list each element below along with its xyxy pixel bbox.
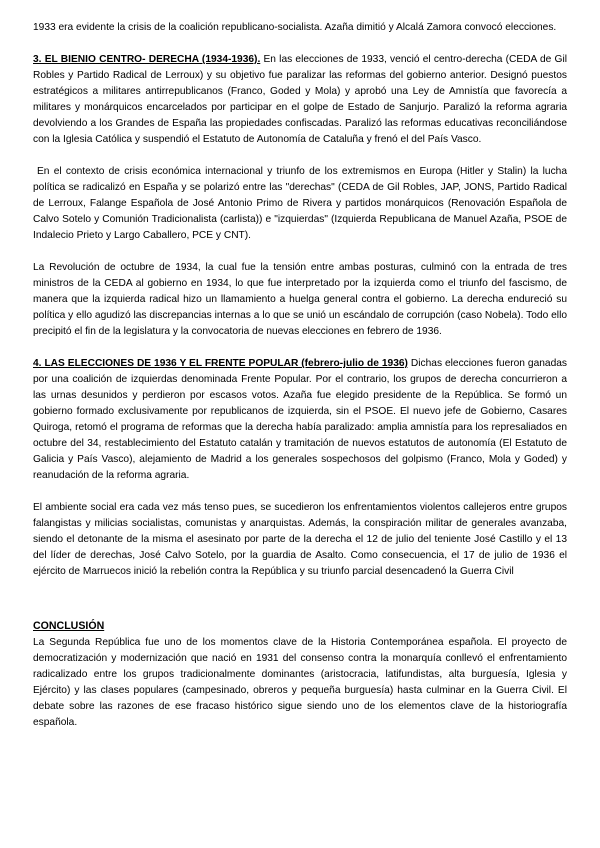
section3-paragraph-3: La Revolución de octubre de 1934, la cual fue la tensión entre ambas posturas, culminó con la entrada de tres ministros de la CEDA al gobierno en 1934, lo que fue interpretado por la izquierda como el triunfo del fascismo, de manera que la izquierda radical hizo un llamamiento a huelga general contra el gobierno. La derecha endureció su política y ello agudizó las discrepancias internas a lo que se unió un escándalo de corrupción (caso Nobela). Todo ello precipitó el fin de la legislatura y la convocatoria de nuevas elecciones en febrero de 1936.	[33, 262, 567, 337]
intro-paragraph	[33, 20, 567, 36]
section4-paragraph-2: El ambiente social era cada vez más tenso pues, se sucedieron los enfrentamientos violentos callejeros entre grupos falangistas y milicias socialistas, comunistas y anarquistas. Además, la conspiración militar de generales avanzaba, siendo el detonante de la misma el asesinato por parte de la derecha el 12 de julio del teniente José Castillo y el 13 del líder de derechas, José Calvo Sotelo, por la guardia de Asalto. Como consecuencia, el 17 de julio de 1936 el ejército de Marruecos inició la rebelión contra la República y su triunfo parcial desencadenó la Guerra Civil	[33, 502, 567, 577]
section4-paragraph-1	[33, 356, 567, 484]
spacer	[33, 580, 567, 618]
section3-paragraph-2: En el contexto de crisis económica internacional y triunfo de los extremismos en Europa (Hitler y Stalin) la lucha política se radicalizó en España y se polarizó entre las "derechas" (CEDA de Gil Robles, JAP, JONS, Partido Radical de Lerroux, Falange Española de José Antonio Primo de Rivera y partidos monárquicos (Renovación Española de Calvo Sotelo y Comunión Tradicionalista (carlista)) e "izquierdas" (Izquierda Republicana de Manuel Azaña, PSOE de Indalecio Prieto y Largo Caballero, PCE y CNT).	[33, 166, 567, 241]
document-page	[33, 20, 567, 731]
section3-p1-text: En las elecciones de 1933, venció el centro-derecha (CEDA de Gil Robles y Partido Radical de Lerroux) y su objetivo fue paralizar las reformas del gobierno anterior. Designó puestos estratégicos a militares antirrepublicanos (Franco, Goded y Mola) y aprobó una Ley de Amnistía que favorecía a militares y monárquicos encarcelados por participar en el golpe de Estado de Sanjurjo. Paralizó la reforma agraria devolviendo a los Grandes de España las propiedades confiscadas. Paralizó las reformas educativas reconciliándose con la Iglesia Católica y suspendió el Estatuto de Autonomía de Cataluña y frenó el del País Vasco.	[33, 54, 567, 145]
section3-heading: 3. EL BIENIO CENTRO- DERECHA (1934-1936).	[33, 54, 261, 65]
conclusion-heading	[33, 618, 567, 635]
conclusion-title: CONCLUSIÓN	[33, 620, 105, 632]
section4-heading: 4. LAS ELECCIONES DE 1936 Y EL FRENTE POPULAR (febrero-julio de 1936)	[33, 358, 408, 369]
intro-text: 1933 era evidente la crisis de la coalición republicano-socialista. Azaña dimitió y Alcalá Zamora convocó elecciones.	[33, 22, 557, 33]
section3-paragraph-1	[33, 52, 567, 148]
conclusion-paragraph: La Segunda República fue uno de los momentos clave de la Historia Contemporánea española. El proyecto de democratización y modernización que nació en 1931 del consenso contra la monarquía conllevó el enfrentamiento radicalizado entre los grupos tradicionalmente dominantes (aristocracia, latifundistas, alta burguesía, Iglesia y Ejército) y las clases populares (campesinado, obreros y pequeña burguesía) hasta culminar en la Guerra Civil. El debate sobre las razones de ese fracaso histórico sigue siendo uno de los elementos clave de la historiografía española.	[33, 637, 567, 728]
section4-p1-text: Dichas elecciones fueron ganadas por una coalición de izquierdas denominada Frente Popular. Por el contrario, los grupos de derecha concurrieron a las urnas desunidos y perdieron por escasos votos. Azaña fue elegido presidente de la República. Se formó un gobierno formado exclusivamente por republicanos de izquierda, sin el PSOE. El nuevo jefe de Gobierno, Casares Quiroga, retomó el programa de reformas que la derecha había paralizado: amplia amnistía para los represaliados en octubre del 34, restablecimiento del Estatuto catalán y tramitación de nuevos estatutos de autonomía (El Estatuto de Galicia y País Vasco), alejamiento de Madrid a los generales sospechosos del golpismo (Franco, Mola y Goded) y reanudación de la reforma agraria.	[33, 358, 568, 481]
